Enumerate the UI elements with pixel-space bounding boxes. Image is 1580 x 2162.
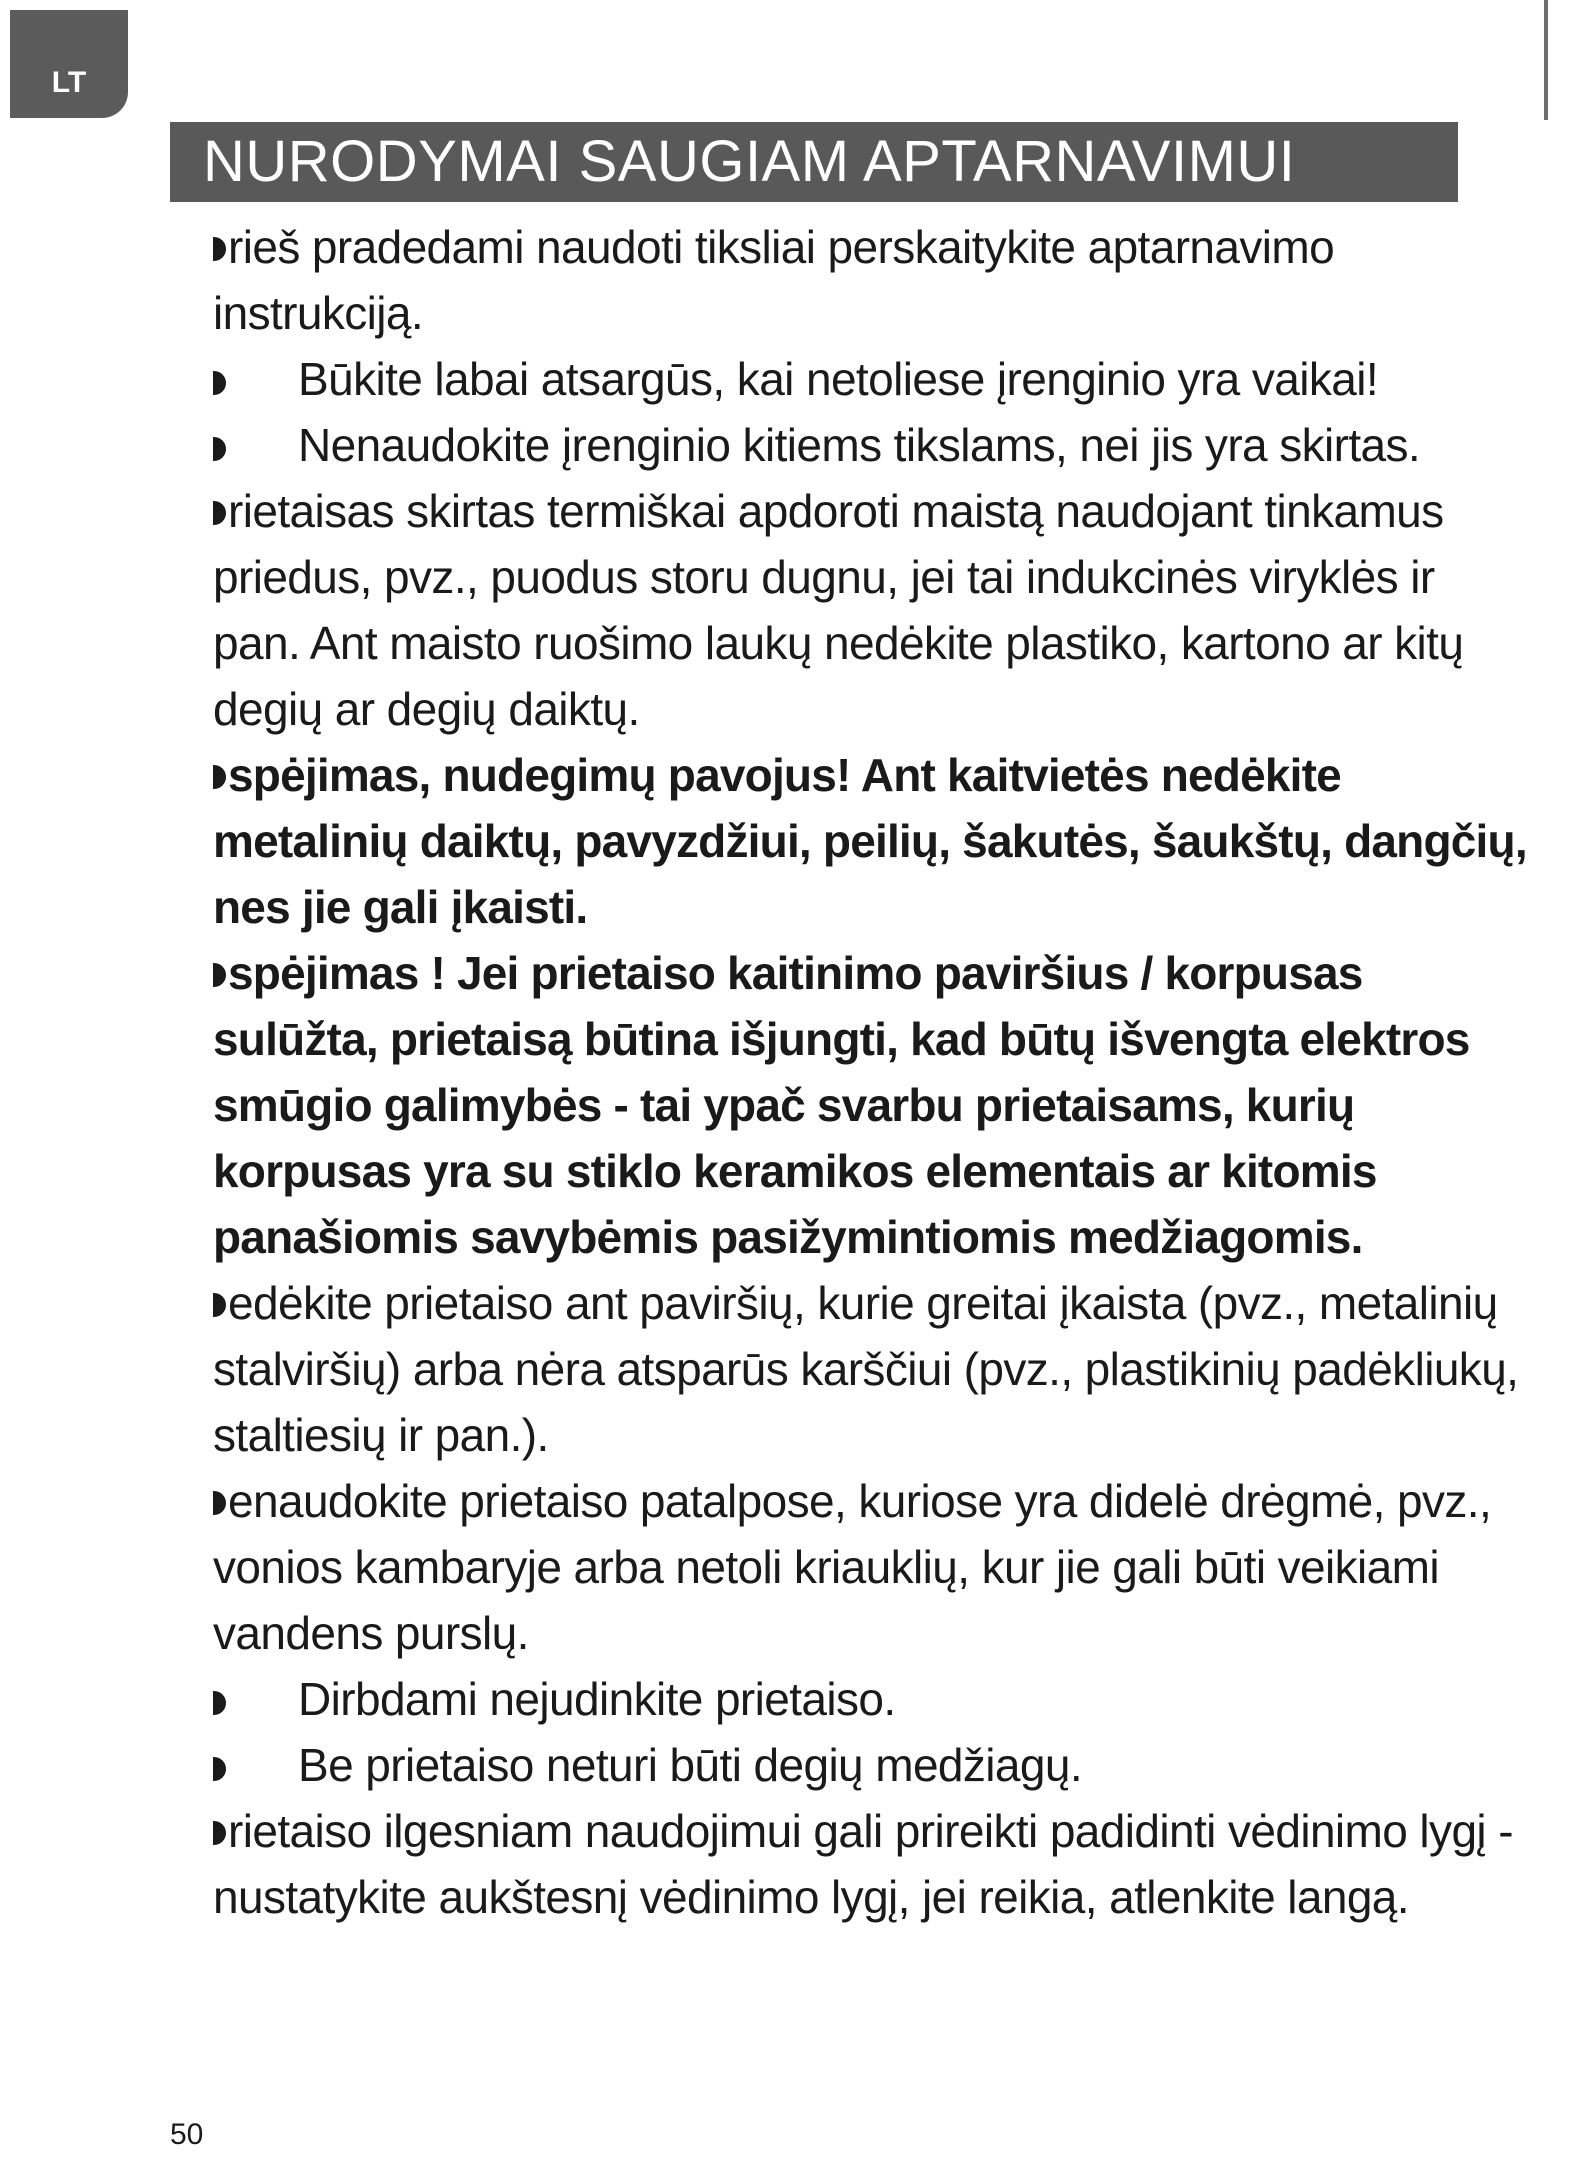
bullet-marker-icon	[213, 237, 226, 261]
warning-burn-hazard	[213, 742, 1533, 940]
page-number: 50	[170, 2118, 204, 2151]
paragraph-text: enaudokite prietaiso patalpose, kuriose yra didelė drėgmė, pvz., vonios kambaryje arba netoli kriauklių, kur jie gali būti veikiami vandens purslų.	[213, 1475, 1492, 1659]
warning-text: spėjimas, nudegimų pavojus! Ant kaitvietės nedėkite metalinių daiktų, pavyzdžiui, peilių, šakutės, šaukštų, dangčių, nes jie gali įkaisti.	[213, 749, 1527, 933]
language-tab: LT	[10, 10, 128, 118]
bullet-marker-icon	[213, 1491, 226, 1515]
page-edge-rule	[1544, 0, 1548, 120]
section-header: NURODYMAI SAUGIAM APTARNAVIMUI	[170, 122, 1458, 202]
bullet-text: Nenaudokite įrenginio kitiems tikslams, nei jis yra skirtas.	[298, 419, 1421, 471]
bullet-intended-use	[213, 412, 1533, 478]
bullet-children-warning	[213, 346, 1533, 412]
paragraph-humidity	[213, 1468, 1533, 1666]
warning-cracked-surface	[213, 940, 1533, 1270]
bullet-text: Dirbdami nejudinkite prietaiso.	[298, 1673, 896, 1725]
bullet-marker-icon	[213, 501, 226, 525]
paragraph-text: rietaisas skirtas termiškai apdoroti maistą naudojant tinkamus priedus, pvz., puodus storu dugnu, jei tai indukcinės viryklės ir pan. Ant maisto ruošimo laukų nedėkite plastiko, kartono ar kitų degių ar degių daiktų.	[213, 485, 1464, 735]
bullet-marker-icon	[213, 1821, 226, 1845]
paragraph-ventilation	[213, 1798, 1533, 1930]
paragraph-purpose	[213, 478, 1533, 742]
paragraph-text: rieš pradedami naudoti tiksliai perskaitykite aptarnavimo instrukciją.	[213, 221, 1335, 339]
paragraph-text: edėkite prietaiso ant paviršių, kurie greitai įkaista (pvz., metalinių stalviršių) arba nėra atsparūs karščiui (pvz., plastikinių padėkliukų, staltiesių ir pan.).	[213, 1277, 1519, 1461]
bullet-marker-icon	[213, 1757, 226, 1781]
bullet-do-not-move	[213, 1666, 1533, 1732]
bullet-text: Be prietaiso neturi būti degių medžiagų.	[298, 1739, 1083, 1791]
bullet-flammables	[213, 1732, 1533, 1798]
bullet-marker-icon	[213, 371, 226, 395]
instructions-body	[213, 214, 1533, 1930]
bullet-marker-icon	[213, 1293, 226, 1317]
warning-text: spėjimas ! Jei prietaiso kaitinimo paviršius / korpusas sulūžta, prietaisą būtina išjungti, kad būtų išvengta elektros smūgio galimybės - tai ypač svarbu prietaisams, kurių korpusas yra su stiklo keramikos elementais ar kitomis panašiomis savybėmis pasižymintiomis medžiagomis.	[213, 947, 1470, 1263]
bullet-marker-icon	[213, 437, 226, 461]
bullet-marker-icon	[213, 963, 226, 987]
bullet-marker-icon	[213, 765, 226, 789]
paragraph-read-manual	[213, 214, 1533, 346]
bullet-text: Būkite labai atsargūs, kai netoliese įrenginio yra vaikai!	[298, 353, 1379, 405]
bullet-marker-icon	[213, 1691, 226, 1715]
paragraph-text: rietaiso ilgesniam naudojimui gali prireikti padidinti vėdinimo lygį - nustatykite aukštesnį vėdinimo lygį, jei reikia, atlenkite langą.	[213, 1805, 1513, 1923]
paragraph-surfaces	[213, 1270, 1533, 1468]
